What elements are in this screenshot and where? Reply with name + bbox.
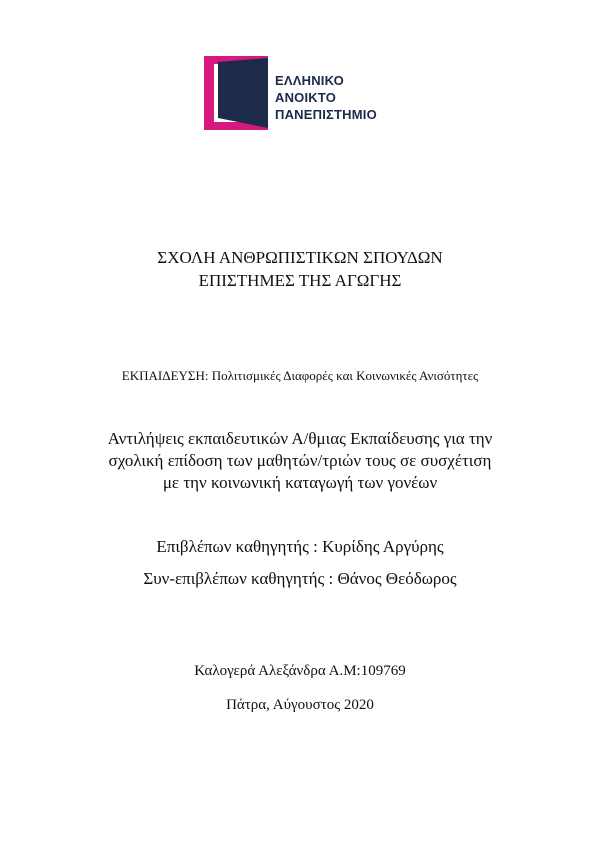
school-heading <box>0 246 600 292</box>
co-supervisor: Συν-επιβλέπων καθηγητής : Θάνος Θεόδωρος <box>143 569 457 588</box>
department-name: ΕΠΙΣΤΗΜΕΣ ΤΗΣ ΑΓΩΓΗΣ <box>198 271 402 290</box>
thesis-title <box>0 428 600 494</box>
supervisor: Επιβλέπων καθηγητής : Κυρίδης Αργύρης <box>156 537 444 556</box>
place-date: Πάτρα, Αύγουστος 2020 <box>226 697 374 713</box>
school-name: ΣΧΟΛΗ ΑΝΘΡΩΠΙΣΤΙΚΩΝ ΣΠΟΥΔΩΝ <box>157 248 443 267</box>
logo-line-2: ΑΝΟΙΚΤΟ <box>275 90 337 105</box>
thesis-title-line-1: Αντιλήψεις εκπαιδευτικών Α/θμιας Εκπαίδευσης για την <box>107 429 493 448</box>
thesis-title-line-2: σχολική επίδοση των μαθητών/τριών τους σε συσχέτιση <box>108 451 492 470</box>
logo-line-3: ΠΑΝΕΠΙΣΤΗΜΙΟ <box>275 107 377 122</box>
author: Καλογερά Αλεξάνδρα Α.Μ:109769 <box>194 663 406 679</box>
logo-wordmark <box>275 72 377 123</box>
logo-line-1: ΕΛΛΗΝΙΚΟ <box>275 73 344 88</box>
program-title: ΕΚΠΑΙΔΕΥΣΗ: Πολιτισμικές Διαφορές και Κοινωνικές Ανισότητες <box>121 368 479 383</box>
thesis-title-line-3: με την κοινωνική καταγωγή των γονέων <box>162 473 438 492</box>
